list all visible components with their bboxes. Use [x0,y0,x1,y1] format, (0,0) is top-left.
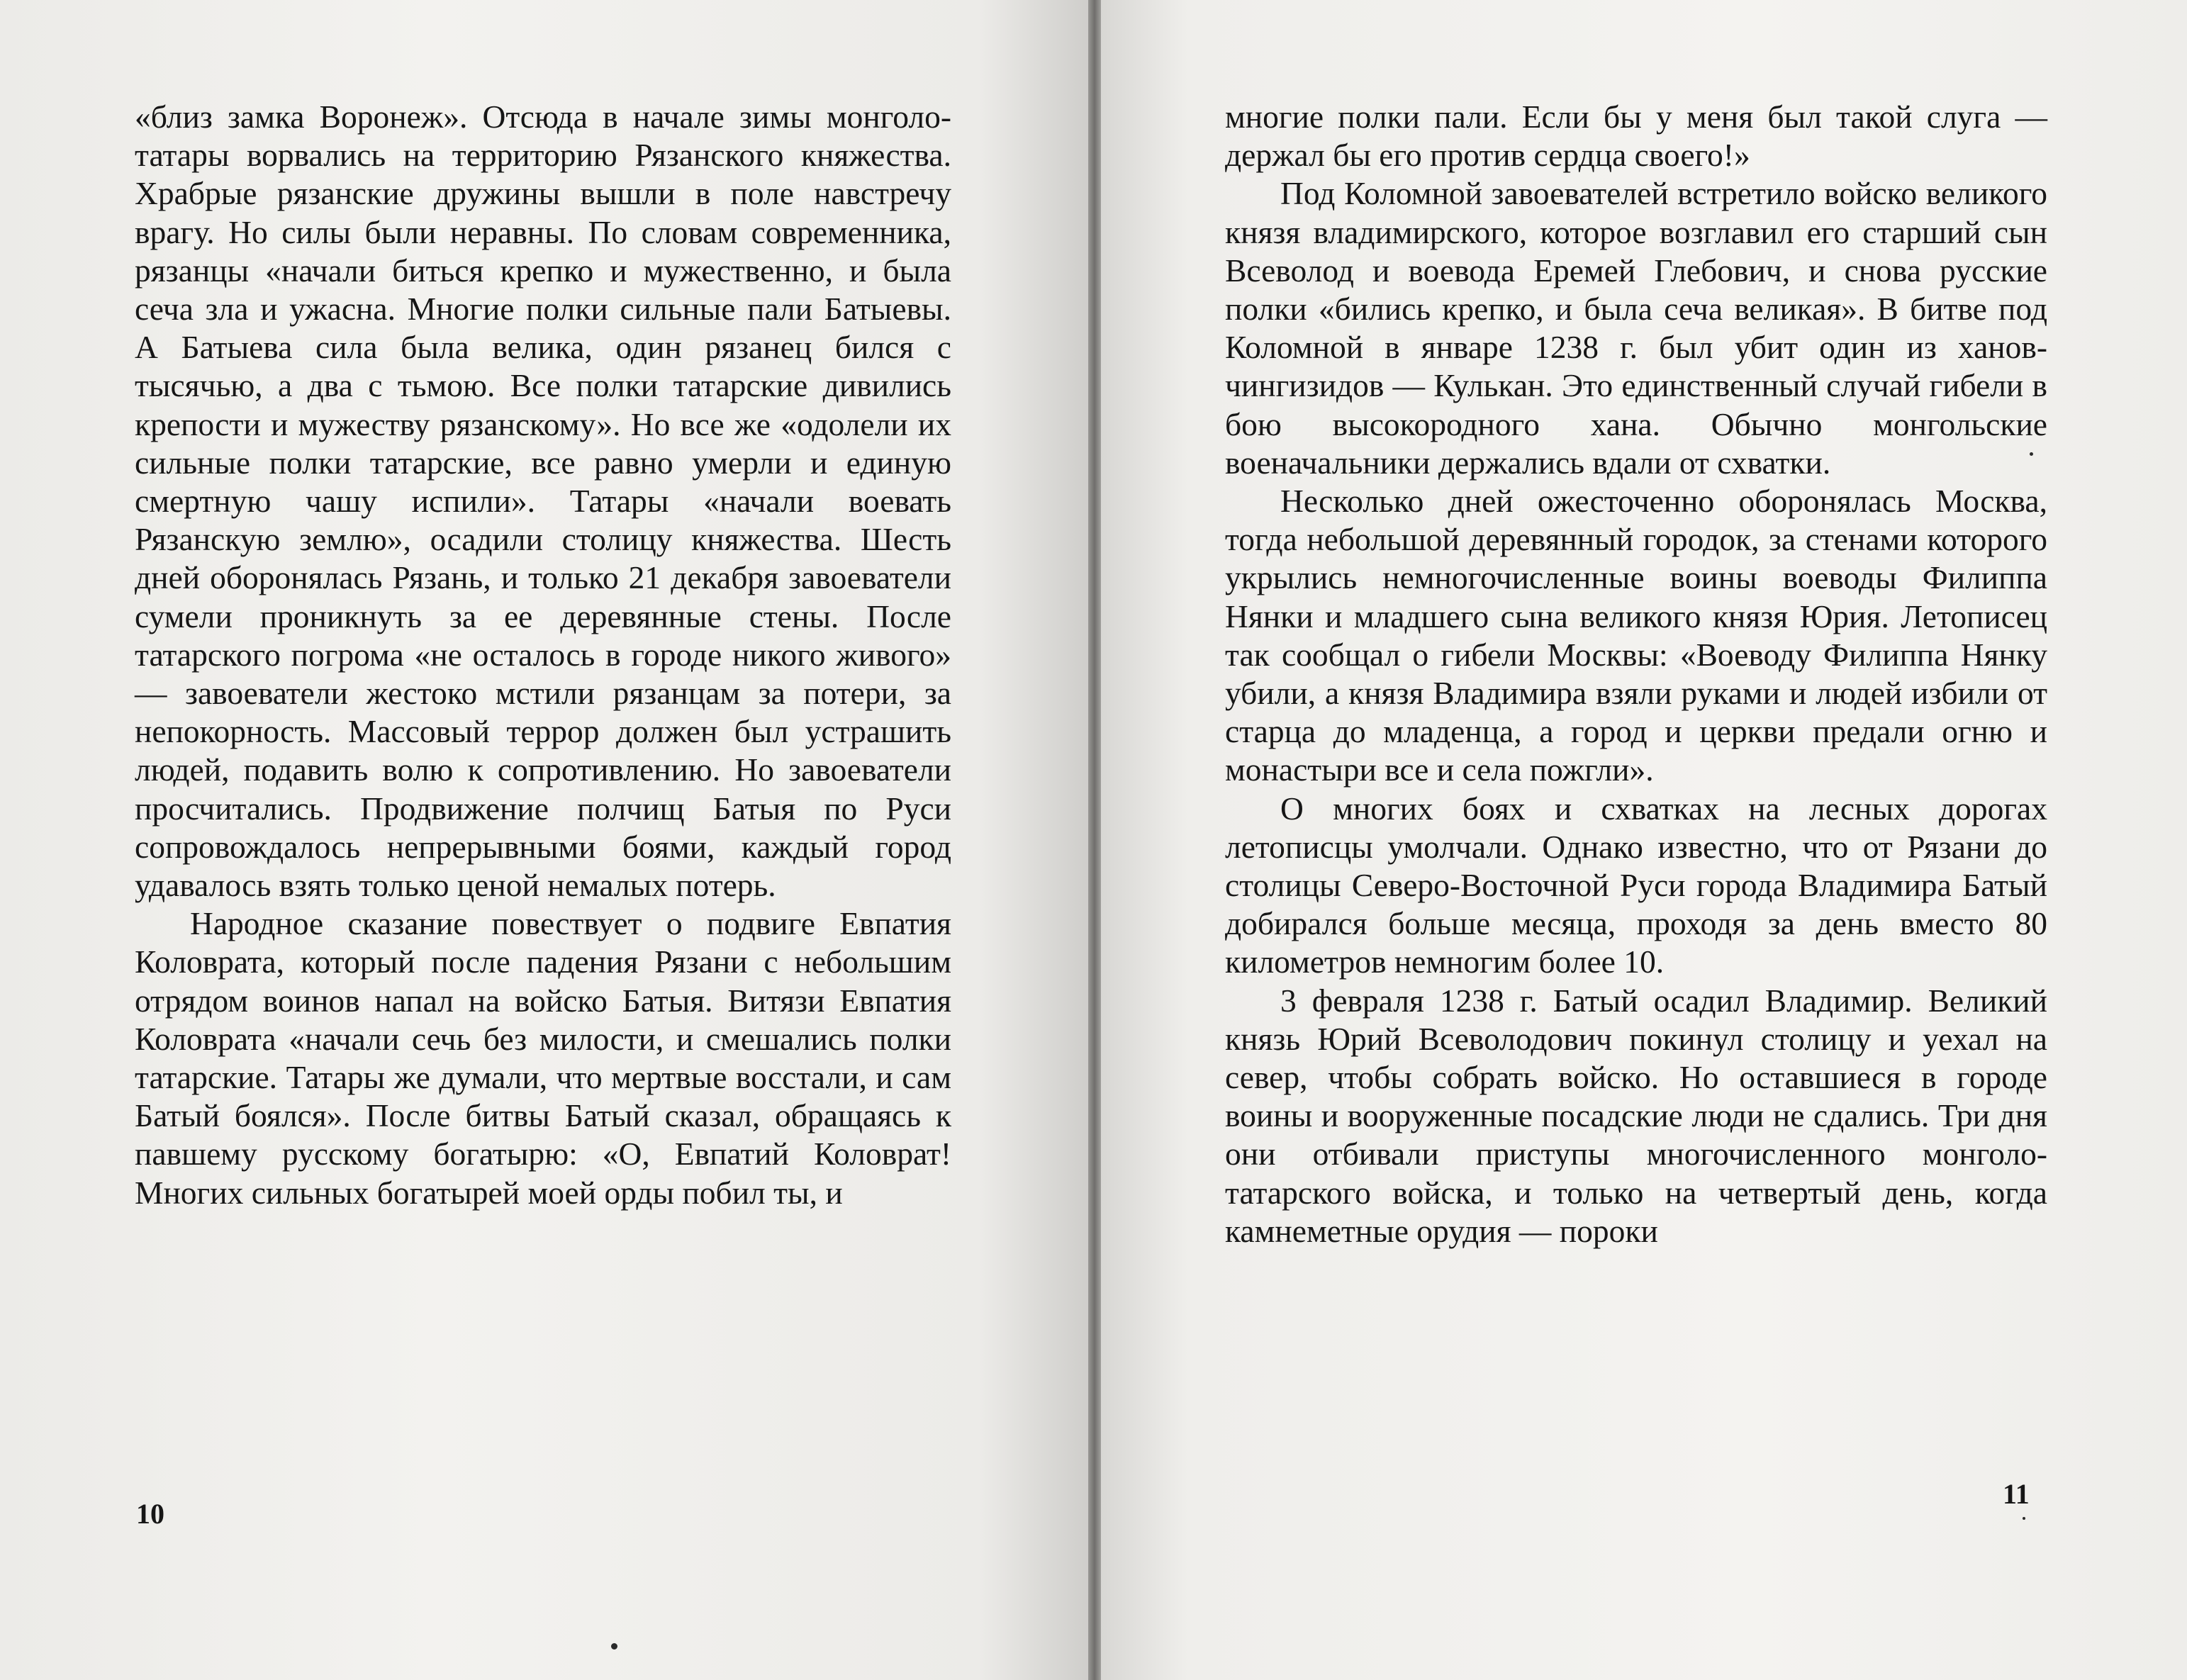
right-paragraph-2: Под Коломной завоевателей встретило войско великого князя владимирского, которое возглавил его старший сын Всеволод и воевода Еремей Глебович, и снова русские полки «бились крепко, и была сеча великая». В битве под Коломной в январе 1238 г. был убит один из ханов-чингизидов — Кулькан. Это единственный случай гибели в бою высокородного хана. Обычно монгольские военачальники держались вдали от схватки. [1225,175,2047,481]
right-paragraph-4: О многих боях и схватках на лесных дорогах летописцы умолчали. Однако известно, что от Рязани до столицы Северо-Восточной Руси города Владимира Батый добирался больше месяца, проходя за день вместо 80 километров немногим более 10. [1225,790,2047,980]
right-page-text [1225,98,2047,1250]
right-page-number: 11 [2003,1478,2030,1510]
book-gutter [1088,0,1101,1680]
left-page [0,0,1088,1680]
print-speck [2023,1517,2025,1520]
left-paragraph-2: Народное сказание повествует о подвиге Евпатия Коловрата, который после падения Рязани с небольшим отрядом воинов напал на войско Батыя. Витязи Евпатия Коловрата «начали сечь без милости, и смешались полки татарские. Татары же думали, что мертвые восстали, и сам Батый боялся». После битвы Батый сказал, обращаясь к павшему русскому богатырю: «О, Евпатий Коловрат! Многих сильных богатырей моей орды побил ты, и [135,905,951,1211]
right-page [1101,0,2187,1680]
right-paragraph-5: 3 февраля 1238 г. Батый осадил Владимир. Великий князь Юрий Всеволодович покинул столицу и уехал на север, чтобы собрать войско. Но оставшиеся в городе воины и вооруженные посадские люди не сдались. Три дня они отбивали приступы многочисленного монголо-татарского войска, и только на четвертый день, когда камнеметные орудия — пороки [1225,982,2047,1249]
left-page-number: 10 [136,1498,164,1530]
print-speck [2030,452,2033,456]
right-paragraph-3: Несколько дней ожесточенно оборонялась Москва, тогда небольшой деревянный городок, за стенами которого укрылись немногочисленные воины воеводы Филиппа Нянки и младшего сына великого князя Юрия. Летописец так сообщал о гибели Москвы: «Воеводу Филиппа Нянку убили, а князя Владимира взяли руками и людей избили от старца до младенца, а город и церкви предали огню и монастыри все и села пожгли». [1225,483,2047,788]
left-paragraph-1: «близ замка Воронеж». Отсюда в начале зимы монголо-татары ворвались на территорию Рязанского княжества. Храбрые рязанские дружины вышли в поле навстречу врагу. Но силы были неравны. По словам современника, рязанцы «начали биться крепко и мужественно, и была сеча зла и ужасна. Многие полки сильные пали Батыевы. А Батыева сила была велика, один рязанец бился с тысячью, а два с тьмою. Все полки татарские дивились крепости и мужеству рязанскому». Но все же «одолели их сильные полки татарские, все равно умерли и единую смертную чашу испили». Татары «начали воевать Рязанскую землю», осадили столицу княжества. Шесть дней оборонялась Рязань, и только 21 декабря завоеватели сумели проникнуть за ее деревянные стены. После татарского погрома «не осталось в городе никого живого» — завоеватели жестоко мстили рязанцам за потери, за непокорность. Массовый террор должен был устрашить людей, подавить волю к сопротивлению. Но завоеватели просчитались. Продвижение полчищ Батыя по Руси сопровождалось непрерывными боями, каждый город удавалось взять только ценой немалых потерь. [135,99,951,904]
left-page-text [135,98,951,1212]
print-speck [611,1643,617,1650]
right-paragraph-1: многие полки пали. Если бы у меня был такой слуга — держал бы его против сердца своего!» [1225,99,2047,174]
